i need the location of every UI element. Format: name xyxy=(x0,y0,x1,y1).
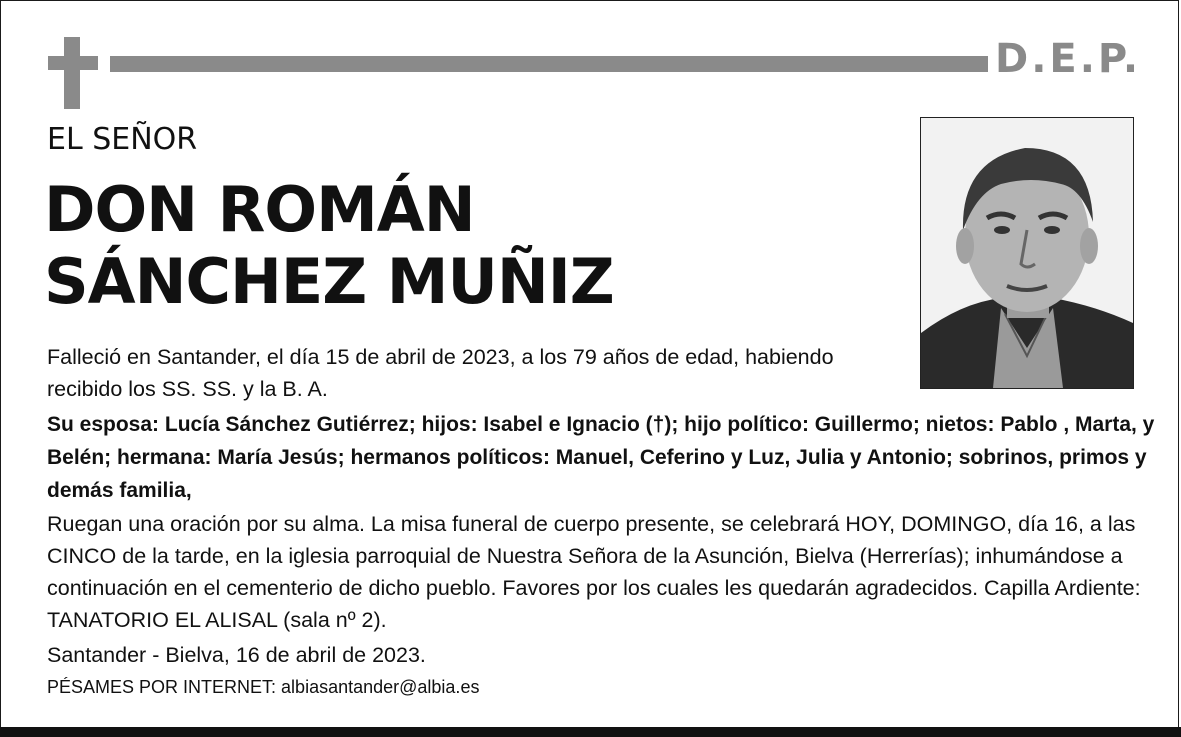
dep-label: D.E.P. xyxy=(995,36,1142,82)
place-date: Santander - Bielva, 16 de abril de 2023. xyxy=(47,643,426,667)
family-list: Su esposa: Lucía Sánchez Gutiérrez; hijos: Isabel e Ignacio (†); hijo político: Guillermo; nietos: Pablo , Marta, y Belén; hermana: María Jesús; hermanos políticos: Manuel, Ceferino y Luz, Julia y Antonio; sobrinos, primos y demás familia, xyxy=(47,413,1155,502)
header-rule xyxy=(110,56,988,72)
service-details: Ruegan una oración por su alma. La misa funeral de cuerpo presente, se celebrará HOY, DOMINGO, día 16, a las CINCO de la tarde, en la iglesia parroquial de Nuestra Señora de la Asunción, Bielva (Herrerías); inhumándose a continuación en el cementerio de dicho pueblo. Favores por los cuales les quedarán agradecidos. Capilla Ardiente: TANATORIO EL ALISAL (sala nº 2). xyxy=(47,512,1141,632)
name-line-1: DON ROMÁN xyxy=(44,173,475,246)
cross-icon xyxy=(48,37,98,109)
name-line-2: SÁNCHEZ MUÑIZ xyxy=(44,245,614,318)
condolences-line: PÉSAMES POR INTERNET: albiasantander@albia.es xyxy=(47,677,480,697)
bottom-border xyxy=(0,727,1181,737)
deceased-name xyxy=(44,174,904,318)
portrait-photo xyxy=(920,117,1134,389)
honorific: EL SEÑOR xyxy=(47,122,198,157)
death-notice: Falleció en Santander, el día 15 de abril de 2023, a los 79 años de edad, habiendo recibido los SS. SS. y la B. A. xyxy=(47,345,834,401)
